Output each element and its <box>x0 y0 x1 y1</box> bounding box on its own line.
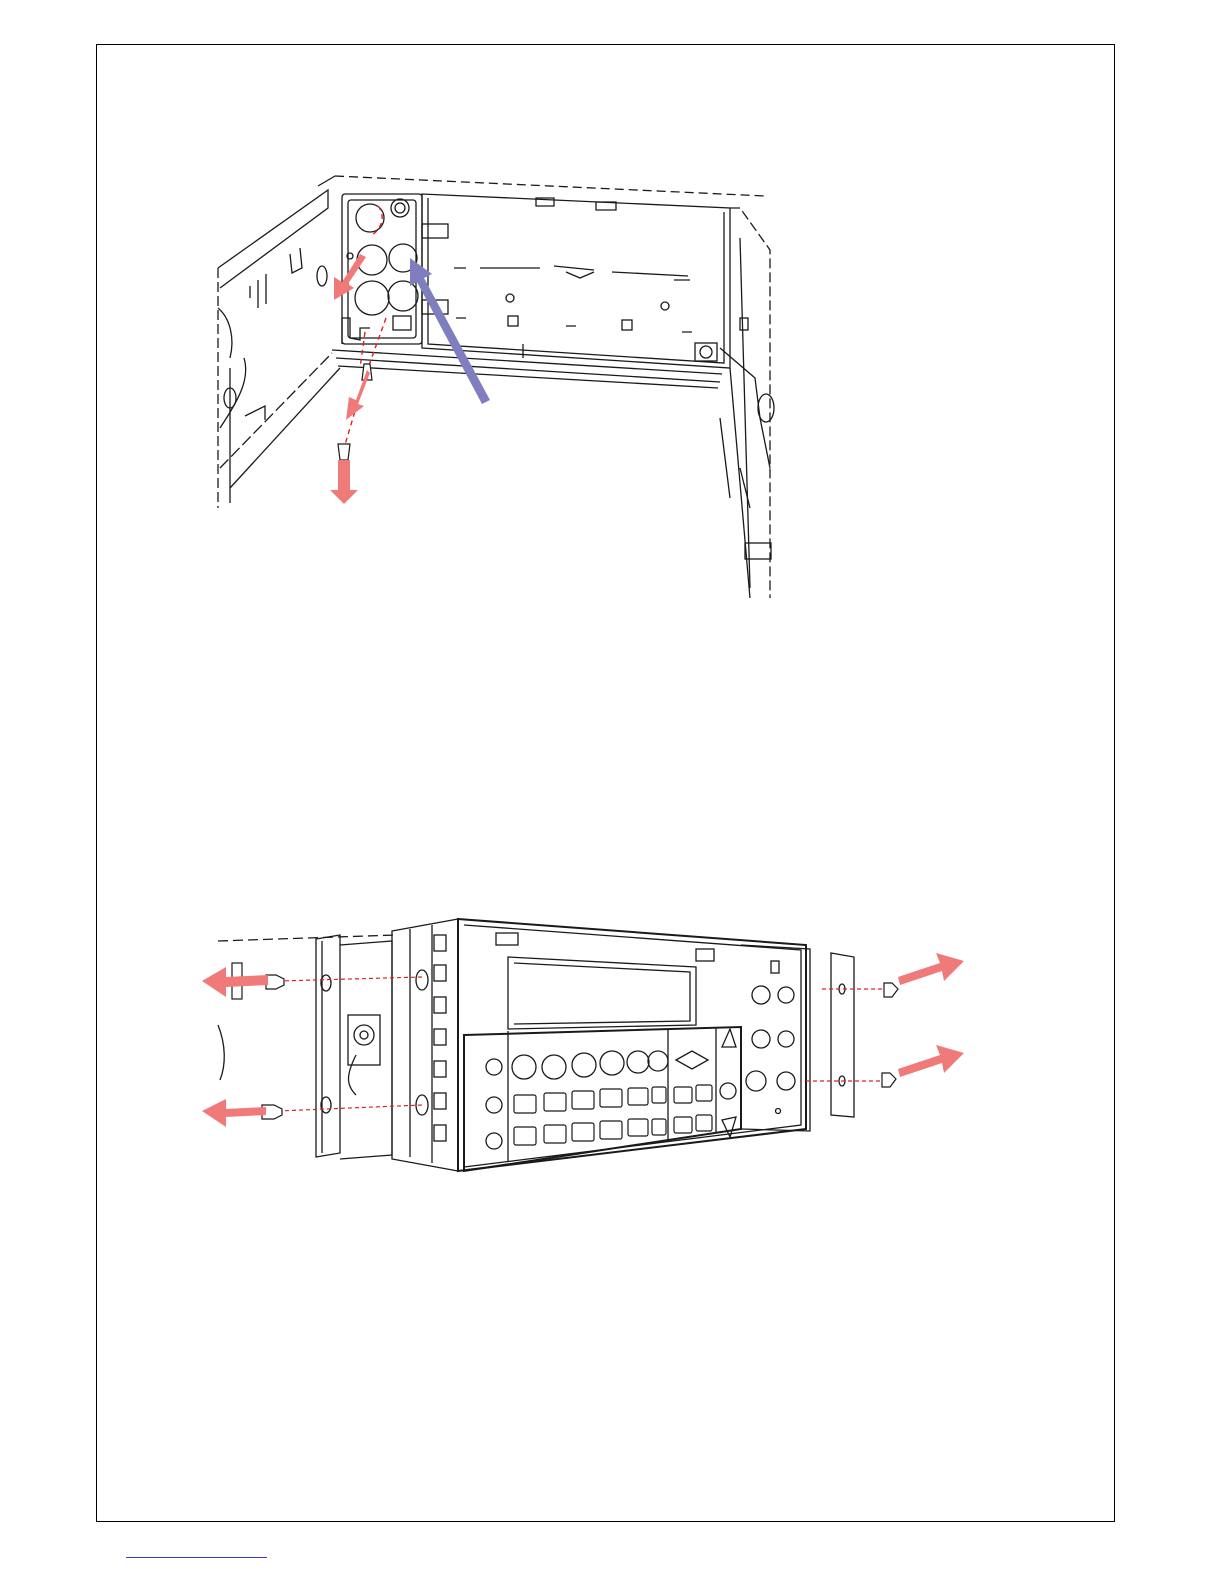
keypad-buttons <box>514 1085 712 1145</box>
remove-arrow <box>202 1099 266 1127</box>
remove-arrow <box>334 254 366 300</box>
remove-arrow <box>898 1045 964 1077</box>
remove-arrow <box>330 460 358 504</box>
remove-arrows <box>330 254 370 504</box>
remove-arrow <box>346 370 370 420</box>
remove-arrow <box>898 953 964 985</box>
front-panel-figure <box>196 905 976 1185</box>
chassis-interior-drawing <box>210 168 780 598</box>
front-panel-drawing <box>196 905 976 1185</box>
chassis-interior-figure <box>210 168 780 598</box>
footer-link-underline <box>126 1557 267 1558</box>
